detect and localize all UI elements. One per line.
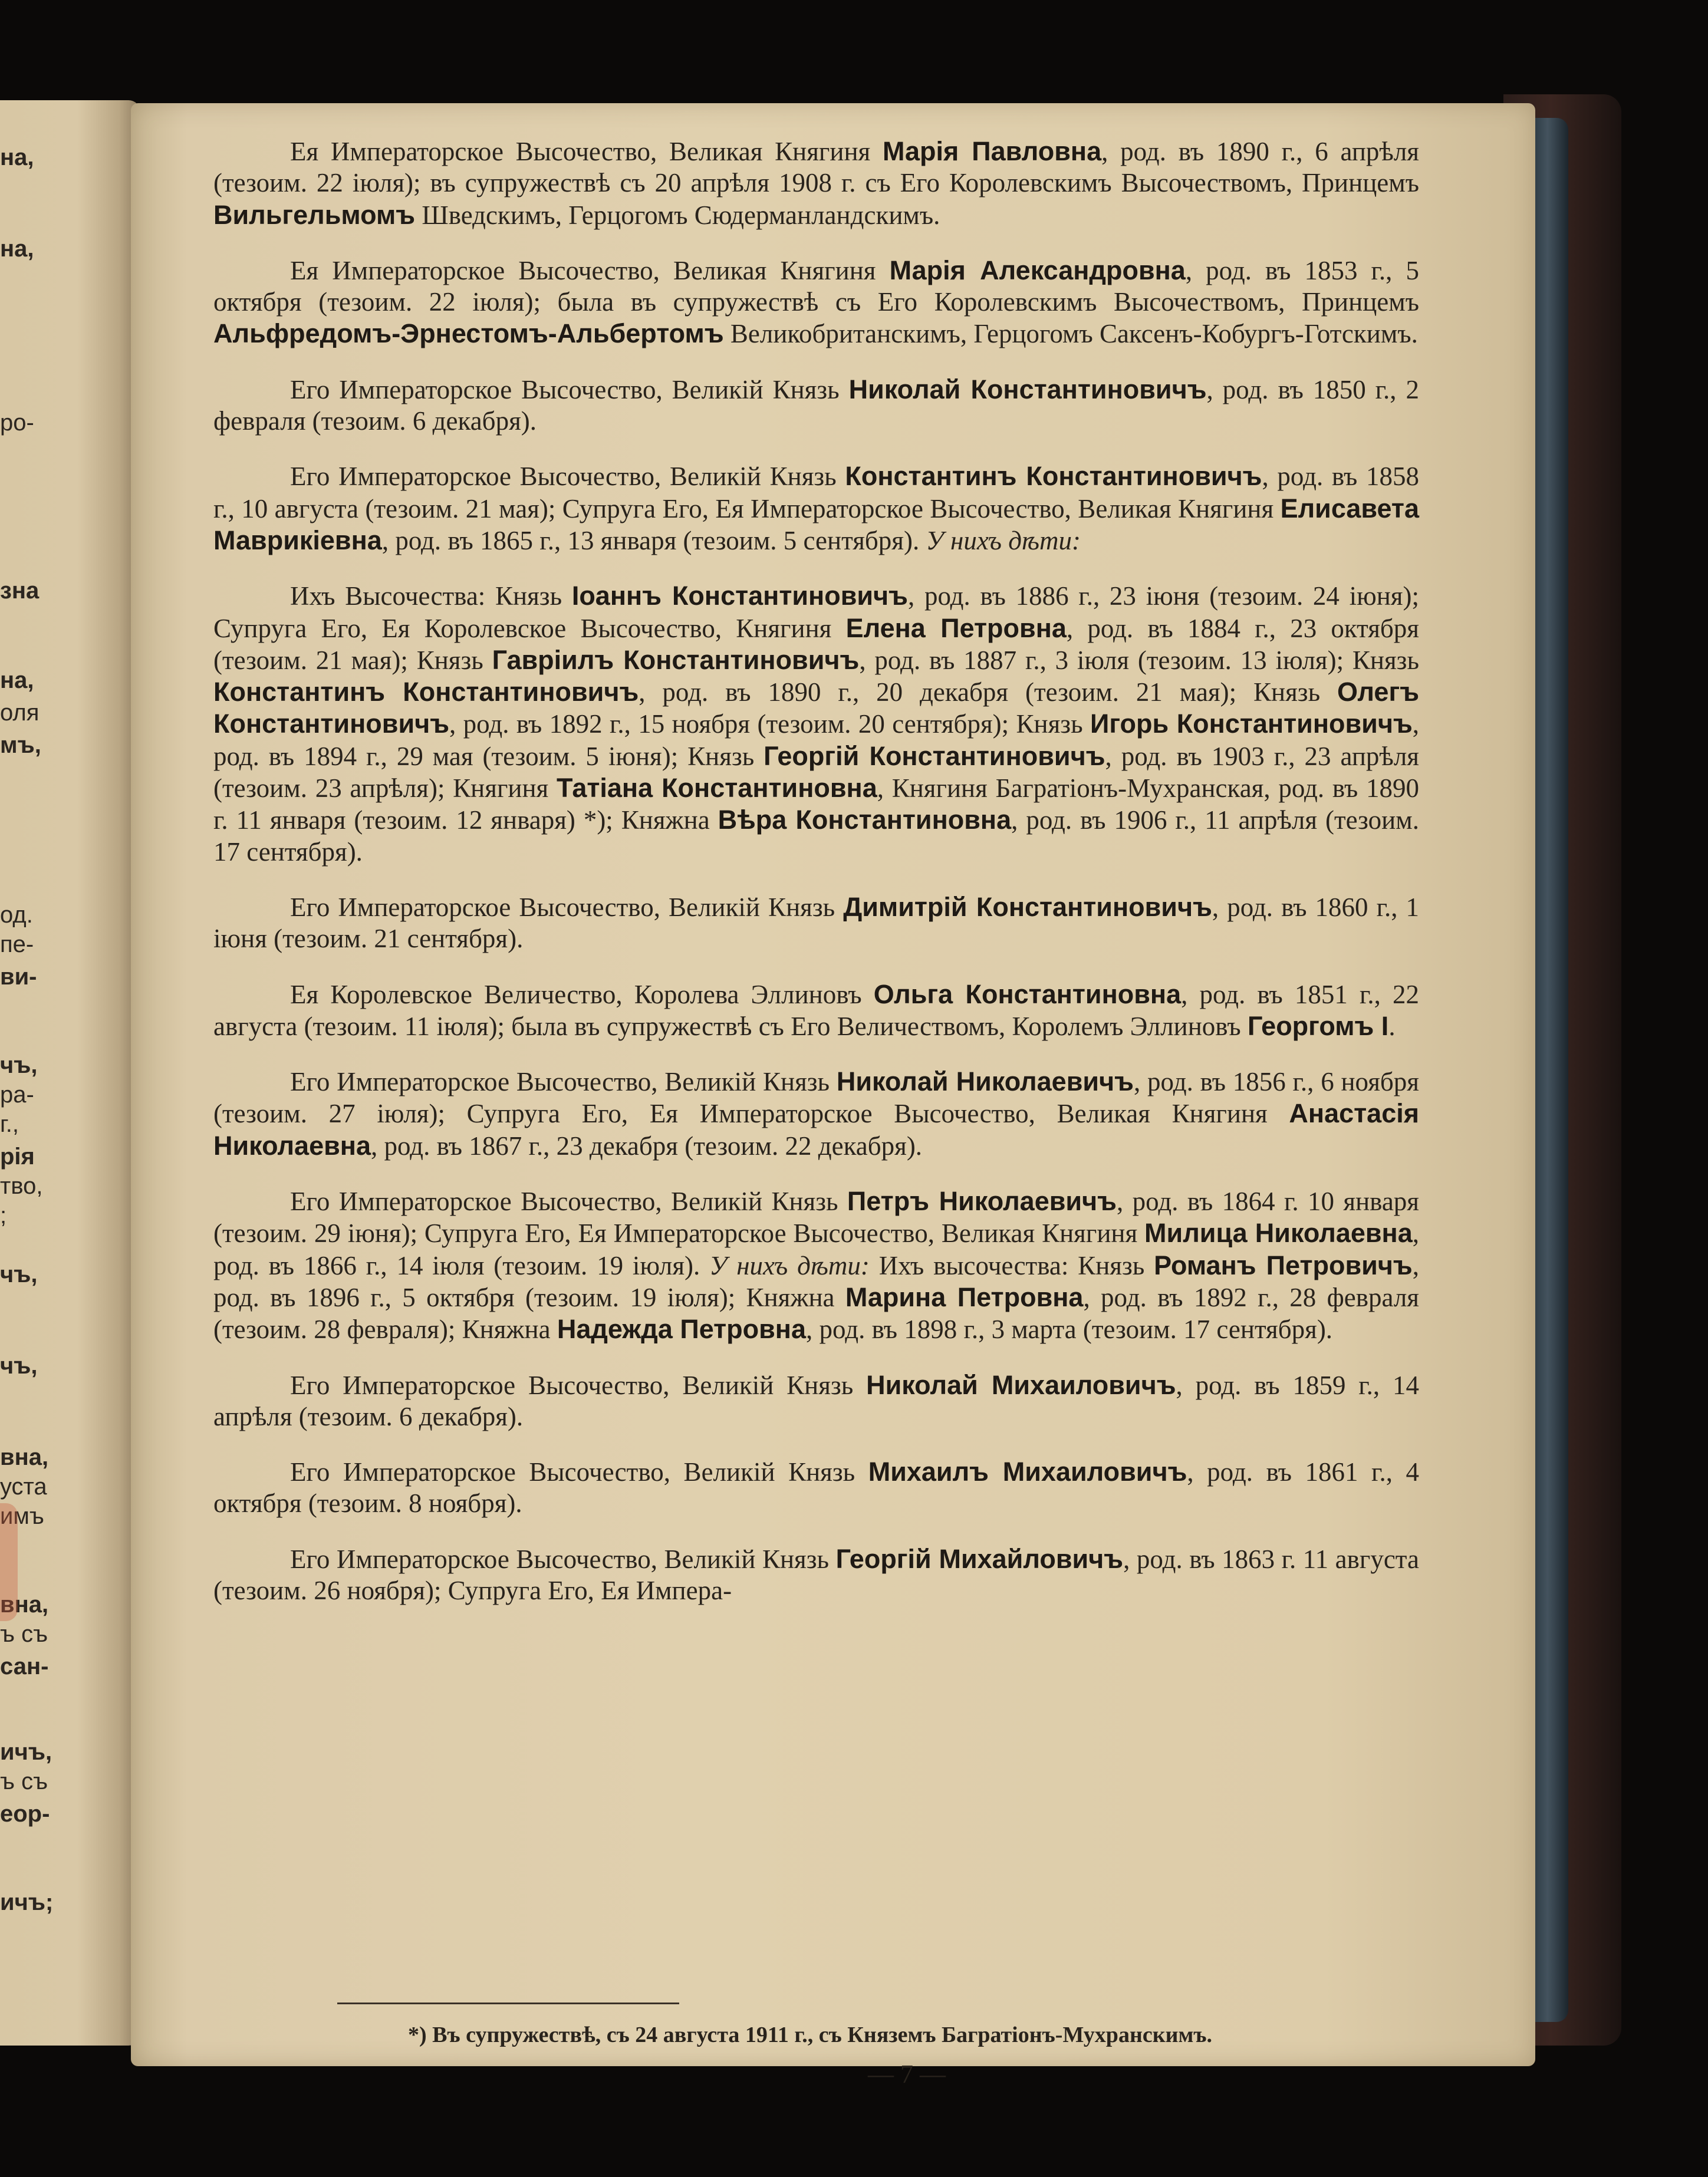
left-page-text-fragment: сан- [0,1654,49,1679]
person-name: Альфредомъ-Эрнестомъ-Альбертомъ [213,318,724,349]
entry-text: , род. въ 1886 г., 23 іюня (тезоим. 24 іюня); Супруга Его, Ея Королевское Высочество, Княгиня [213,581,1419,643]
left-page-text-fragment: чъ, [0,1262,38,1287]
genealogy-entry [213,1543,1419,1607]
person-name: Марія Александровна [889,255,1186,285]
entry-text: , род. въ 1884 г., 23 октября (тезоим. 21 мая); Князь [213,613,1420,675]
person-name: Вѣра Константиновна [718,805,1012,835]
left-page-text-fragment: ъ съ [0,1768,48,1794]
person-name: Николай Михаиловичъ [866,1369,1176,1400]
entry-text: , род. въ 1859 г., 14 апрѣля (тезоим. 6 декабря). [213,1370,1419,1431]
entry-text: , род. въ 1863 г. 11 августа (тезоим. 26 ноября); Супруга Его, Ея Импера- [213,1544,1419,1605]
genealogy-entry [213,891,1419,955]
left-page-text-fragment: ро- [0,410,34,436]
person-name: Ольга Константиновна [873,979,1182,1009]
genealogy-entry [213,1185,1419,1345]
entry-text: , род. въ 1906 г., 11 апрѣля (тезоим. 17 сентября). [213,805,1419,867]
person-name: Романъ Петровичъ [1154,1250,1413,1280]
left-page-text-fragment: на, [0,236,34,262]
person-name: Георгій Михайловичъ [835,1543,1124,1574]
genealogy-entry [213,979,1419,1043]
person-name: Георгій Константиновичъ [764,740,1105,771]
left-page-text-fragment: на, [0,144,34,170]
page-text-body [213,136,1419,1630]
left-page-text-fragment: чъ, [0,1052,38,1078]
left-page-text-fragment: мъ, [0,732,41,758]
entry-text: , род. въ 1860 г., 1 іюня (тезоим. 21 сентября). [213,892,1419,954]
genealogy-entry [213,1369,1419,1433]
left-page-text-fragment: вна, [0,1444,49,1470]
entry-text: , род. въ 1853 г., 5 октября (тезоим. 22 іюля); была въ супружествѣ съ Его Королевскимъ Высочествомъ, Принцемъ [213,255,1419,317]
italic-phrase: У нихъ дѣти: [709,1250,870,1280]
person-name: Георгомъ І [1247,1010,1389,1041]
entry-text: Его Императорское Высочество, Великій Князь [290,1457,868,1487]
entry-text: Его Императорское Высочество, Великій Князь [290,1067,837,1097]
page-stain [0,1503,18,1621]
person-name: Марія Павловна [883,136,1102,166]
left-page-text-fragment: г., [0,1111,19,1137]
entry-text: Ея Императорское Высочество, Великая Княгиня [290,255,890,285]
person-name: Петръ Николаевичъ [847,1186,1117,1217]
entry-text: , род. въ 1903 г., 23 апрѣля (тезоим. 23 апрѣля); Княгиня [213,741,1419,803]
person-name: Татіана Константиновна [556,773,877,803]
entry-text: , род. въ 1864 г. 10 января (тезоим. 29 іюня); Супруга Его, Ея Императорское Высочество, Великая Княгиня [213,1187,1420,1249]
left-page-text-fragment: уста [0,1474,47,1500]
entry-text: Его Императорское Высочество, Великій Князь [290,892,844,922]
person-name: Димитрій Константиновичъ [843,891,1212,922]
entry-text: , род. въ 1890 г., 6 апрѣля (тезоим. 22 іюля); въ супружествѣ съ 20 апрѣля 1908 г. съ Его Королевскимъ Высочествомъ, Принцемъ [213,137,1419,198]
entry-text: , род. въ 1856 г., 6 ноября (тезоим. 27 іюля); Супруга Его, Ея Императорское Высочество, Великая Княгиня [213,1067,1419,1129]
entry-text: Великобританскимъ, Герцогомъ Саксенъ-Кобургъ-Готскимъ. [723,319,1418,349]
left-page-text-fragment: ичъ; [0,1889,54,1915]
genealogy-entry [213,580,1419,868]
entry-text: , род. въ 1892 г., 15 ноября (тезоим. 20 сентября); Князь [449,709,1090,739]
left-page-text-fragment: ъ съ [0,1621,48,1647]
entry-text: , род. въ 1890 г., 20 декабря (тезоим. 21 мая); Князь [639,677,1338,707]
genealogy-entry [213,255,1419,350]
left-page-text-fragment: имъ [0,1503,44,1529]
person-name: Іоаннъ Константиновичъ [571,581,908,611]
entry-text: Его Императорское Высочество, Великій Князь [290,1544,836,1574]
entry-text: , род. въ 1861 г., 4 октября (тезоим. 8 ноября). [213,1457,1419,1519]
entry-text: , Княгиня Багратіонъ-Мухранская, род. въ 1890 г. 11 января (тезоим. 12 января) *); Княжна [213,773,1419,835]
entry-text: , род. въ 1898 г., 3 марта (тезоим. 17 сентября). [806,1315,1333,1345]
person-name: Игорь Константиновичъ [1090,709,1413,739]
genealogy-entry [213,374,1419,437]
left-page-text-fragment: тво, [0,1173,43,1199]
entry-text: Его Императорское Высочество, Великій Князь [290,462,845,492]
left-page-text-fragment: рія [0,1144,35,1170]
left-page-text-fragment: пе- [0,931,34,957]
person-name: Милица Николаевна [1144,1218,1413,1249]
entry-text: Его Императорское Высочество, Великій Князь [290,1187,847,1217]
person-name: Елена Петровна [845,612,1067,643]
genealogy-entry [213,1066,1419,1162]
person-name: Константинъ Константиновичъ [845,461,1262,492]
footnote: *) Въ супружествѣ, съ 24 августа 1911 г., съ Княземъ Багратіонъ-Мухранскимъ. [408,2023,1213,2047]
person-name: Марина Петровна [845,1282,1084,1312]
genealogy-entry [213,136,1419,231]
entry-text: Ея Королевское Величество, Королева Эллиновъ [290,979,874,1009]
left-page-text-fragment: ичъ, [0,1739,52,1765]
left-page-text-fragment: чъ, [0,1353,38,1379]
book-page [131,103,1535,2089]
footnote-divider [337,2003,679,2004]
entry-text: Ихъ Высочества: Князь [290,581,572,611]
entry-text: , род. въ 1892 г., 28 февраля (тезоим. 28 февраля); Княжна [213,1282,1420,1345]
entry-text: Его Императорское Высочество, Великій Князь [290,374,849,404]
left-page-text-fragment: зна [0,578,40,604]
left-page-text-fragment: еор- [0,1801,50,1827]
genealogy-entry [213,460,1419,556]
person-name: Николай Николаевичъ [836,1066,1134,1097]
person-name: Анастасія Николаевна [213,1098,1419,1161]
person-name: Михаилъ Михаиловичъ [868,1457,1187,1487]
entry-text: , род. въ 1865 г., 13 января (тезоим. 5 сентября). [381,525,926,555]
entry-text: , род. въ 1850 г., 2 февраля (тезоим. 6 декабря). [213,374,1419,436]
person-name: Николай Константиновичъ [848,374,1207,404]
italic-phrase: У нихъ дѣти: [926,525,1081,555]
previous-page-fragment [0,100,140,2046]
left-page-text-fragment: вна, [0,1592,49,1618]
person-name: Гавріилъ Константиновичъ [492,644,860,675]
left-page-text-fragment: на, [0,667,34,693]
left-page-text-fragment: оля [0,700,40,726]
genealogy-entry [213,1456,1419,1520]
left-page-text-fragment: ; [0,1203,7,1229]
entry-text: Его Императорское Высочество, Великій Князь [290,1370,867,1400]
left-page-text-fragment: ви- [0,964,37,990]
entry-text: Ихъ высочества: Князь [869,1250,1154,1280]
entry-text: , род. въ 1858 г., 10 августа (тезоим. 21 мая); Супруга Его, Ея Императорское Высочество, Великая Княгиня [213,462,1419,523]
entry-text: , род. въ 1887 г., 3 іюля (тезоим. 13 іюля); Князь [859,645,1419,675]
entry-text: Ея Императорское Высочество, Великая Княгиня [290,137,883,166]
entry-text: , род. въ 1866 г., 14 іюля (тезоим. 19 іюля). [213,1218,1420,1280]
person-name: Надежда Петровна [557,1314,807,1345]
entry-text: Шведскимъ, Герцогомъ Сюдерманландскимъ. [415,200,940,230]
left-page-text-fragment: од. [0,902,33,928]
person-name: Вильгельмомъ [213,199,416,230]
left-page-text-fragment: ра- [0,1082,34,1108]
entry-text: , род. въ 1896 г., 5 октября (тезоим. 19 іюля); Княжна [213,1250,1419,1312]
person-name: Олегъ Константиновичъ [213,677,1419,739]
person-name: Елисавета Маврикіевна [213,493,1419,555]
entry-text: , род. въ 1851 г., 22 августа (тезоим. 11 іюля); была въ супружествѣ съ Его Величествомъ, Королемъ Эллиновъ [213,979,1419,1041]
page-number: — 7 — [868,2060,946,2089]
entry-text: , род. въ 1894 г., 29 мая (тезоим. 5 іюня); Князь [213,709,1420,771]
person-name: Константинъ Константиновичъ [213,677,639,707]
entry-text: , род. въ 1867 г., 23 декабря (тезоим. 22 декабря). [370,1131,923,1161]
entry-text: . [1388,1011,1396,1041]
